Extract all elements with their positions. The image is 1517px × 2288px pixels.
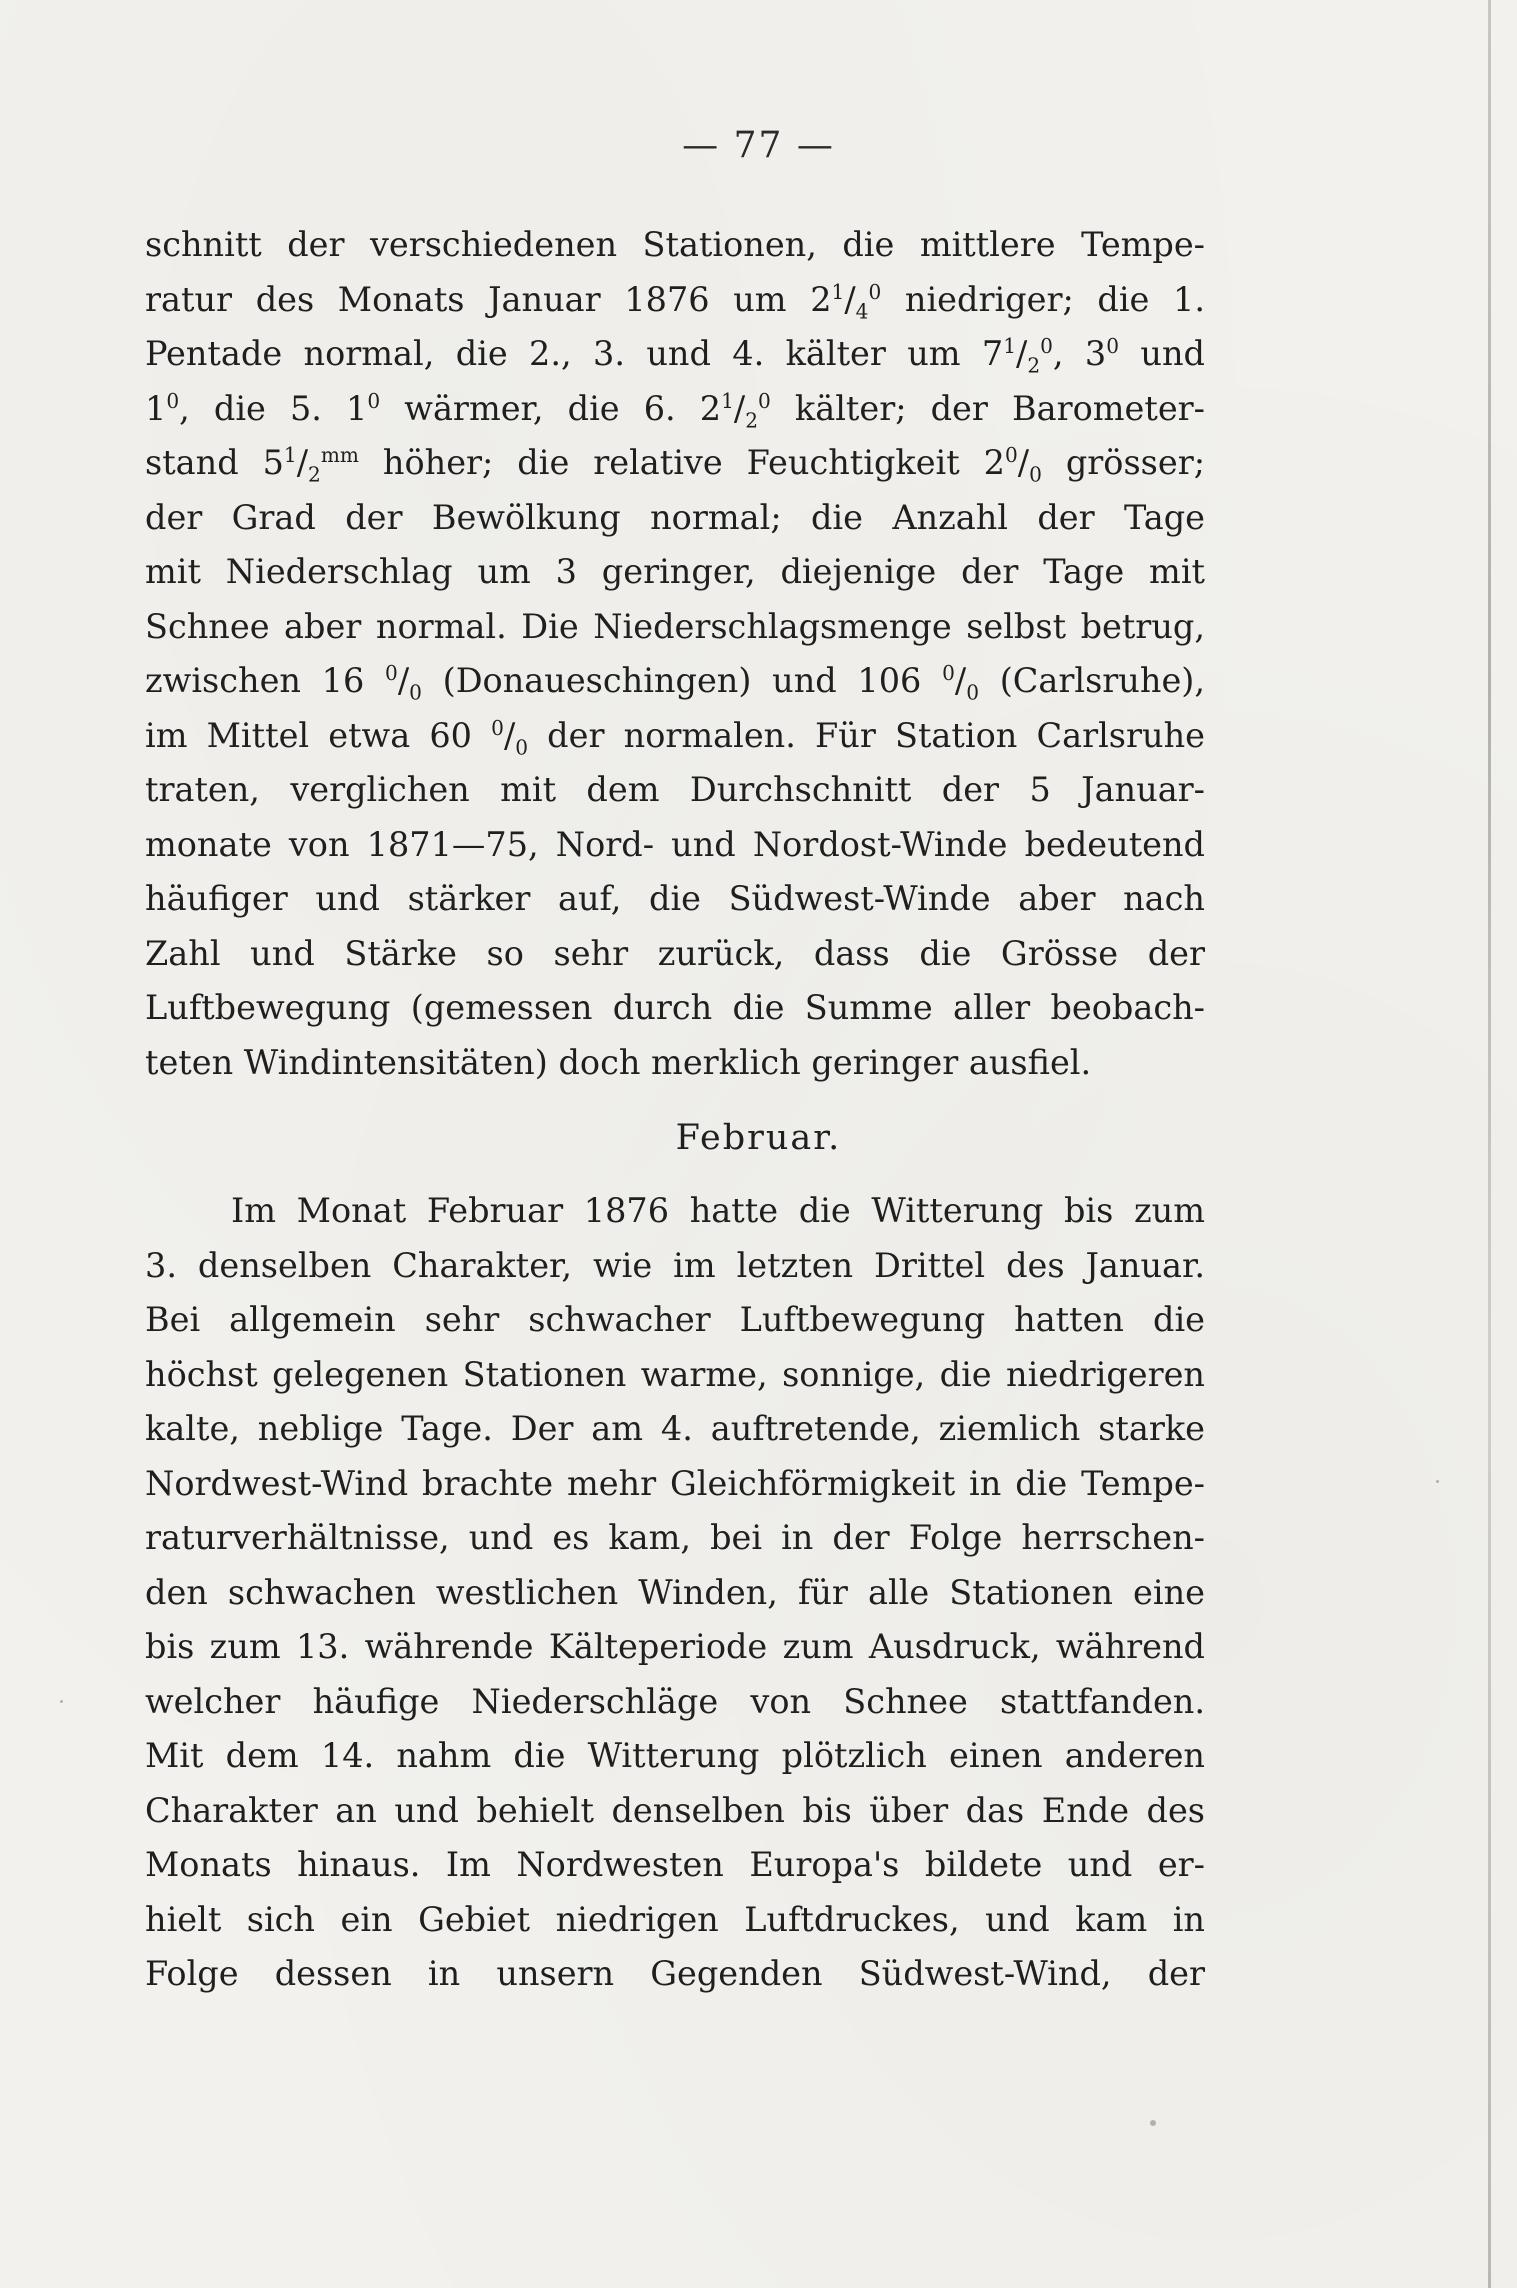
text-line — [145, 1036, 1205, 1091]
text-fragment: Monats hinaus. Im Nordwesten Europa's bildete und er- — [145, 1845, 1205, 1884]
paragraph-february — [145, 1184, 1205, 2002]
text-fragment: schnitt der verschiedenen Stationen, die mittlere Tempe- — [145, 225, 1205, 264]
text-line — [145, 1511, 1205, 1566]
text-line — [145, 327, 1205, 382]
text-line — [145, 818, 1205, 873]
text-line — [145, 545, 1205, 600]
text-fragment: den schwachen westlichen Winden, für alle Stationen eine — [145, 1572, 1205, 1612]
text-fragment: höher; die relative Feuchtigkeit 2 — [358, 443, 1005, 482]
text-line — [145, 273, 1205, 328]
text-line — [145, 1729, 1205, 1784]
text-fragment: Zahl und Stärke so sehr zurück, dass die Grösse der — [145, 933, 1205, 973]
text-fragment: Im Monat Februar 1876 hatte die Witterung bis zum — [231, 1191, 1205, 1230]
text-fragment: 0 — [409, 680, 422, 705]
text-fragment: monate von 1871—75, Nord- und Nordost-Winde bedeutend — [145, 824, 1205, 864]
text-fragment: , die 5. 1 — [179, 388, 368, 428]
text-fragment: 1 — [145, 388, 167, 428]
text-fragment: stand 5 — [145, 443, 284, 482]
text-fragment: 0 — [1106, 333, 1120, 358]
text-fragment: 1 — [283, 442, 297, 467]
text-fragment: kalte, neblige Tage. Der am 4. auftretende, ziemlich starke — [145, 1409, 1205, 1448]
text-fragment: und — [1119, 334, 1205, 373]
text-fragment: 1 — [721, 388, 734, 413]
text-line — [145, 1402, 1205, 1457]
text-line — [145, 1675, 1205, 1730]
text-fragment: kälter; der Barometer- — [770, 388, 1205, 428]
text-fragment: ratur des Monats Januar 1876 um 2 — [145, 279, 832, 319]
text-line — [145, 1239, 1205, 1294]
text-line — [145, 872, 1205, 927]
text-line — [145, 1620, 1205, 1675]
text-line — [145, 654, 1205, 709]
text-fragment: (Donaueschingen) und 106 — [421, 661, 943, 700]
text-fragment: / — [503, 715, 516, 755]
text-fragment: 1 — [831, 279, 845, 304]
text-fragment: Pentade normal, die 2., 3. und 4. kälter um 7 — [145, 334, 1004, 373]
print-speck — [1150, 2120, 1156, 2126]
text-fragment: raturverhältnisse, und es kam, bei in der Folge herrschen- — [145, 1518, 1205, 1557]
text-fragment: 2 — [745, 408, 759, 433]
text-fragment: 0 — [515, 735, 529, 760]
text-line — [145, 382, 1205, 437]
text-fragment: mm — [320, 442, 359, 467]
page-number: — 77 — — [682, 125, 835, 166]
text-fragment: im Mittel etwa 60 — [145, 715, 492, 755]
text-line — [145, 436, 1205, 491]
text-fragment: (Carlsruhe), — [978, 661, 1205, 700]
text-fragment: hielt sich ein Gebiet niedrigen Luftdruckes, und kam in — [145, 1899, 1205, 1939]
text-line — [145, 1184, 1205, 1239]
text-fragment: Nordwest-Wind brachte mehr Gleichförmigkeit in die Tempe- — [145, 1463, 1205, 1503]
text-line — [145, 491, 1205, 546]
section-heading: Februar. — [675, 1118, 842, 1158]
text-fragment: Folge dessen in unsern Gegenden Südwest-Wind, der — [145, 1954, 1205, 1993]
text-fragment: 0 — [491, 715, 504, 740]
text-line — [145, 1893, 1205, 1948]
text-fragment: 0 — [1029, 462, 1042, 487]
text-line — [145, 709, 1205, 764]
text-line — [145, 981, 1205, 1036]
text-line — [145, 1348, 1205, 1403]
text-fragment: niedriger; die 1. — [881, 279, 1206, 319]
text-line — [145, 218, 1205, 273]
text-fragment: 0 — [868, 279, 882, 304]
text-fragment: / — [1016, 334, 1028, 373]
text-line — [145, 600, 1205, 655]
text-fragment: , 3 — [1052, 334, 1107, 373]
text-line — [145, 1566, 1205, 1621]
text-fragment: 2 — [308, 462, 321, 487]
print-speck — [1436, 1480, 1439, 1483]
text-fragment: 1 — [1003, 333, 1017, 358]
text-fragment: bis zum 13. währende Kälteperiode zum Ausdruck, während — [145, 1627, 1205, 1666]
text-line — [145, 1784, 1205, 1839]
text-fragment: 0 — [966, 680, 979, 705]
text-fragment: zwischen 16 — [145, 661, 386, 700]
text-fragment: Schnee aber normal. Die Niederschlagsmenge selbst betrug, — [145, 606, 1205, 646]
text-fragment: 0 — [942, 660, 955, 685]
text-fragment: / — [397, 661, 410, 700]
text-fragment: höchst gelegenen Stationen warme, sonnige, die niedrigeren — [145, 1354, 1205, 1394]
text-fragment: 0 — [367, 388, 381, 413]
text-fragment: mit Niederschlag um 3 geringer, diejenige der Tage mit — [145, 552, 1205, 591]
paragraph-january-summary — [145, 218, 1205, 1090]
text-fragment: Luftbewegung (gemessen durch die Summe aller beobach- — [145, 988, 1205, 1027]
text-fragment: teten Windintensitäten) doch merklich geringer ausfiel. — [145, 1042, 1092, 1082]
text-line — [145, 1838, 1205, 1893]
text-fragment: Mit dem 14. nahm die Witterung plötzlich einen anderen — [145, 1736, 1205, 1775]
text-fragment: häufiger und stärker auf, die Südwest-Winde aber nach — [145, 879, 1205, 918]
text-fragment: 3. denselben Charakter, wie im letzten Drittel des Januar. — [145, 1245, 1205, 1285]
print-speck — [60, 1700, 63, 1703]
text-fragment: wärmer, die 6. 2 — [380, 388, 722, 428]
text-fragment: / — [844, 279, 856, 319]
text-fragment: 0 — [1040, 333, 1053, 358]
text-line — [145, 927, 1205, 982]
text-fragment: / — [296, 443, 309, 482]
text-fragment: grösser; — [1041, 443, 1205, 482]
text-fragment: Bei allgemein sehr schwacher Luftbewegung hatten die — [145, 1300, 1205, 1339]
text-line — [145, 763, 1205, 818]
text-fragment: traten, verglichen mit dem Durchschnitt der 5 Januar- — [145, 770, 1205, 809]
text-fragment: welcher häufige Niederschläge von Schnee stattfanden. — [145, 1681, 1205, 1721]
text-fragment: 0 — [758, 388, 771, 413]
text-fragment: 0 — [166, 388, 180, 413]
text-fragment: 2 — [1027, 353, 1041, 378]
text-fragment: / — [954, 661, 967, 700]
text-line — [145, 1947, 1205, 2002]
text-line — [145, 1457, 1205, 1512]
text-fragment: der normalen. Für Station Carlsruhe — [528, 715, 1205, 755]
text-fragment: 0 — [1005, 442, 1018, 467]
text-fragment: Charakter an und behielt denselben bis über das Ende des — [145, 1790, 1205, 1830]
text-fragment: der Grad der Bewölkung normal; die Anzahl der Tage — [145, 497, 1205, 537]
text-fragment: / — [733, 388, 746, 428]
text-fragment: / — [1017, 443, 1030, 482]
text-fragment: 4 — [855, 299, 869, 324]
text-fragment: 0 — [385, 660, 398, 685]
text-line — [145, 1293, 1205, 1348]
